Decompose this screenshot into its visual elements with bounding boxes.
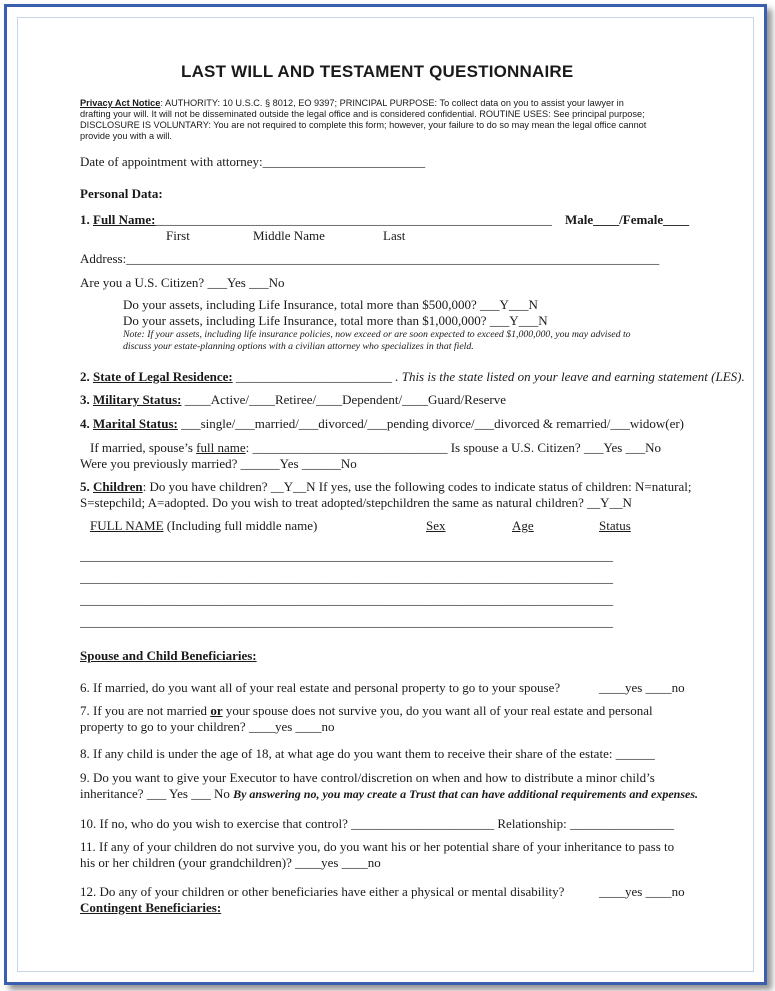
assets-500k-question[interactable]: Do your assets, including Life Insurance, total more than $500,000? ___Y___N	[123, 297, 538, 312]
children-line-2[interactable]: S=stepchild; A=adopted. Do you wish to treat adopted/stepchildren the same as natural children? __Y__N	[80, 495, 632, 510]
spouse-name-row[interactable]: If married, spouse’s full name: ______________________________ Is spouse a U.S. Citizen? ___Yes ___No	[90, 440, 662, 455]
q4-marital-status-row: 4. Marital Status: ___single/___married/___divorced/___pending divorce/___divorced & remarried/___widow(er)	[80, 416, 684, 431]
address-field[interactable]: Address:__________________________________________________________________________________	[80, 251, 660, 266]
q6-answer[interactable]: ____yes ____no	[599, 680, 685, 695]
privacy-notice-line-2: drafting your will. It will not be disseminated outside the legal office and is considered confidential. ROUTINE USES: See principal purpose;	[80, 109, 645, 119]
q2-legal-residence-row: 2. State of Legal Residence: ________________________ . This is the state listed on your leave and earning statement (LES).	[80, 369, 745, 384]
q11-question-line-2[interactable]: his or her children (your grandchildren)? ____yes ____no	[80, 855, 381, 870]
personal-data-heading: Personal Data:	[80, 186, 163, 201]
name-sublabel-first: First	[166, 228, 190, 243]
children-table-row[interactable]: __________________________________________________________________________________	[80, 570, 613, 585]
legal-residence-label: State of Legal Residence:	[93, 369, 233, 384]
q9-trust-warning: By answering no, you may create a Trust that can have additional requirements and expenses.	[233, 787, 699, 801]
q7-question-line-2[interactable]: property to go to your children? ____yes ____no	[80, 719, 335, 734]
q8-question[interactable]: 8. If any child is under the age of 18, at what age do you want them to receive their share of the estate: ______	[80, 746, 655, 761]
q9-question-line-1: 9. Do you want to give your Executor to have control/discretion on when and how to distribute a minor child’s	[80, 770, 655, 785]
q5-children-row[interactable]: 5. Children: Do you have children? __Y__N If yes, use the following codes to indicate status of children: N=natural;	[80, 479, 692, 494]
assets-1m-question[interactable]: Do your assets, including Life Insurance, total more than $1,000,000? ___Y___N	[123, 313, 548, 328]
children-table-row[interactable]: __________________________________________________________________________________	[80, 592, 613, 607]
contingent-beneficiaries-heading: Contingent Beneficiaries:	[80, 900, 222, 915]
military-status-options[interactable]: ____Active/____Retiree/____Dependent/____Guard/Reserve	[181, 392, 507, 407]
children-table-header-name: FULL NAME (Including full middle name)	[90, 518, 318, 533]
name-sublabel-last: Last	[383, 228, 406, 243]
privacy-notice-line-1: Privacy Act Notice: AUTHORITY: 10 U.S.C. § 8012, EO 9397; PRINCIPAL PURPOSE: To collect data on you to assist your lawyer in	[80, 98, 624, 108]
children-label: Children	[93, 479, 143, 494]
spouse-child-beneficiaries-heading: Spouse and Child Beneficiaries:	[80, 648, 257, 663]
full-name-input[interactable]: _____________________________________________________________	[155, 212, 552, 227]
privacy-notice-label: Privacy Act Notice	[80, 98, 161, 108]
q1-full-name-row: 1. Full Name:_____________________________________________________________	[80, 212, 552, 227]
q12-question: 12. Do any of your children or other beneficiaries have either a physical or mental disability?	[80, 884, 565, 899]
children-table-row[interactable]: __________________________________________________________________________________	[80, 614, 613, 629]
q6-question: 6. If married, do you want all of your real estate and personal property to go to your spouse?	[80, 680, 561, 695]
appointment-date-field[interactable]: Date of appointment with attorney:_________________________	[80, 154, 426, 169]
assets-note-line-2: discuss your estate-planning options with a civilian attorney who specializes in that field.	[123, 341, 474, 352]
q9-question-line-2[interactable]: inheritance? ___ Yes ___ No By answering no, you may create a Trust that can have additional requirements and expenses.	[80, 786, 699, 801]
children-table-header-status: Status	[599, 518, 631, 533]
name-sublabel-middle: Middle Name	[253, 228, 325, 243]
q3-military-status-row: 3. Military Status: ____Active/____Retiree/____Dependent/____Guard/Reserve	[80, 392, 507, 407]
children-table-row[interactable]: __________________________________________________________________________________	[80, 548, 613, 563]
legal-residence-input[interactable]: ________________________	[232, 369, 392, 384]
citizen-question[interactable]: Are you a U.S. Citizen? ___Yes ___No	[80, 275, 285, 290]
assets-note-line-1: Note: If your assets, including life insurance policies, now exceed or are soon expected to exceed $1,000,000, you may advised to	[123, 329, 631, 340]
full-name-label: Full Name:	[93, 212, 156, 227]
q11-question-line-1: 11. If any of your children do not survive you, do you want his or her potential share of your inheritance to pass to	[80, 839, 675, 854]
children-table-header-sex: Sex	[426, 518, 446, 533]
q7-question-line-1: 7. If you are not married or your spouse does not survive you, do you want all of your real estate and personal	[80, 703, 653, 718]
privacy-notice-line-4: provide you with a will.	[80, 131, 172, 141]
military-status-label: Military Status:	[93, 392, 182, 407]
q10-question[interactable]: 10. If no, who do you wish to exercise that control? ______________________ Relationship: ________________	[80, 816, 674, 831]
q12-answer[interactable]: ____yes ____no	[599, 884, 685, 899]
marital-status-label: Marital Status:	[93, 416, 178, 431]
sex-field[interactable]: Male____/Female____	[565, 212, 690, 227]
legal-residence-note: . This is the state listed on your leave and earning statement (LES).	[391, 369, 745, 384]
marital-status-options[interactable]: ___single/___married/___divorced/___pending divorce/___divorced & remarried/___widow(er)	[177, 416, 684, 431]
document-title: LAST WILL AND TESTAMENT QUESTIONNAIRE	[181, 62, 574, 81]
children-table-header-age: Age	[512, 518, 534, 533]
privacy-notice-line-3: DISCLOSURE IS VOLUNTARY: You are not required to complete this form; however, your failure to do so may mean the legal office cannot	[80, 120, 647, 130]
previously-married-row[interactable]: Were you previously married? ______Yes ______No	[80, 456, 357, 471]
